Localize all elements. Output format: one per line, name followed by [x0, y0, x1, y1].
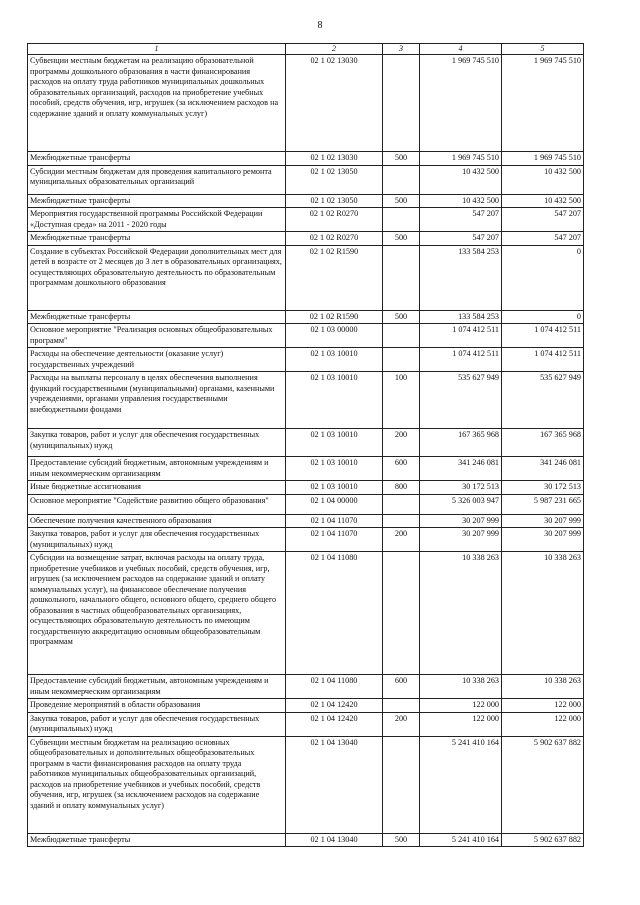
- row-type-cell: [383, 55, 420, 152]
- row-type-cell: 200: [383, 528, 420, 552]
- row-value-1-cell: 547 207: [420, 232, 502, 246]
- row-name-cell: Закупка товаров, работ и услуг для обеспечения государственных (муниципальных) нужд: [28, 429, 286, 457]
- row-value-1-cell: 10 432 500: [420, 165, 502, 194]
- row-value-1-cell: 122 000: [420, 699, 502, 713]
- row-type-cell: [383, 514, 420, 528]
- row-value-1-cell: 535 627 949: [420, 372, 502, 429]
- table-row: [28, 481, 584, 495]
- row-name-cell: Основное мероприятие "Реализация основных общеобразовательных программ": [28, 324, 286, 348]
- row-name-cell: Создание в субъектах Российской Федерации дополнительных мест для детей в возрасте от 2 месяцев до 3 лет в образовательных организациях, осуществляющих образовательную деятельность по образовательным программам дошкольного образования: [28, 245, 286, 310]
- table-row: [28, 457, 584, 481]
- row-type-cell: [383, 165, 420, 194]
- row-code-cell: 02 1 03 10010: [286, 348, 383, 372]
- row-code-cell: 02 1 03 10010: [286, 481, 383, 495]
- row-value-2-cell: 1 074 412 511: [502, 348, 584, 372]
- row-code-cell: 02 1 03 10010: [286, 372, 383, 429]
- row-value-2-cell: 0: [502, 245, 584, 310]
- table-row: [28, 324, 584, 348]
- row-name-cell: Закупка товаров, работ и услуг для обеспечения государственных (муниципальных) нужд: [28, 528, 286, 552]
- table-row: [28, 712, 584, 736]
- row-type-cell: 200: [383, 429, 420, 457]
- row-value-2-cell: 10 338 263: [502, 552, 584, 675]
- table-row: [28, 245, 584, 310]
- table-row: [28, 552, 584, 675]
- row-value-2-cell: 5 902 637 882: [502, 833, 584, 847]
- row-value-1-cell: 30 207 999: [420, 514, 502, 528]
- row-value-1-cell: 30 207 999: [420, 528, 502, 552]
- row-value-1-cell: 1 074 412 511: [420, 324, 502, 348]
- row-value-2-cell: 547 207: [502, 232, 584, 246]
- row-name-cell: Предоставление субсидий бюджетным, автономным учреждениям и иным некоммерческим организациям: [28, 675, 286, 699]
- row-value-1-cell: 1 969 745 510: [420, 152, 502, 166]
- row-type-cell: 100: [383, 372, 420, 429]
- page-number: 8: [317, 20, 323, 31]
- row-code-cell: 02 1 02 13050: [286, 194, 383, 208]
- row-value-1-cell: 122 000: [420, 712, 502, 736]
- row-value-2-cell: 10 432 500: [502, 165, 584, 194]
- row-type-cell: [383, 494, 420, 514]
- row-value-2-cell: 341 246 081: [502, 457, 584, 481]
- header-col-4: 4: [420, 44, 502, 55]
- row-value-2-cell: 547 207: [502, 208, 584, 232]
- row-name-cell: Мероприятия государственной программы Российской Федерации «Доступная среда» на 2011 - 2020 годы: [28, 208, 286, 232]
- table-row: [28, 736, 584, 833]
- row-value-1-cell: 10 432 500: [420, 194, 502, 208]
- table-row: [28, 699, 584, 713]
- table-row: [28, 514, 584, 528]
- row-value-1-cell: 5 241 410 164: [420, 736, 502, 833]
- row-type-cell: [383, 208, 420, 232]
- row-value-1-cell: 5 326 003 947: [420, 494, 502, 514]
- row-value-1-cell: 133 584 253: [420, 310, 502, 324]
- row-code-cell: 02 1 03 00000: [286, 324, 383, 348]
- row-value-1-cell: 133 584 253: [420, 245, 502, 310]
- row-type-cell: 200: [383, 712, 420, 736]
- row-name-cell: Межбюджетные трансферты: [28, 194, 286, 208]
- row-code-cell: 02 1 04 11070: [286, 514, 383, 528]
- row-code-cell: 02 1 04 12420: [286, 699, 383, 713]
- row-value-2-cell: 1 074 412 511: [502, 324, 584, 348]
- table-row: [28, 208, 584, 232]
- row-type-cell: [383, 324, 420, 348]
- row-value-1-cell: 10 338 263: [420, 675, 502, 699]
- row-name-cell: Межбюджетные трансферты: [28, 310, 286, 324]
- budget-table: [27, 43, 584, 847]
- row-code-cell: 02 1 04 11080: [286, 552, 383, 675]
- row-value-2-cell: 5 902 637 882: [502, 736, 584, 833]
- header-col-3: 3: [383, 44, 420, 55]
- table-row: [28, 372, 584, 429]
- row-code-cell: 02 1 04 12420: [286, 712, 383, 736]
- row-value-2-cell: 5 987 231 665: [502, 494, 584, 514]
- row-value-2-cell: 30 207 999: [502, 514, 584, 528]
- row-code-cell: 02 1 02 R1590: [286, 245, 383, 310]
- row-type-cell: [383, 348, 420, 372]
- row-code-cell: 02 1 03 10010: [286, 457, 383, 481]
- table-row: [28, 55, 584, 152]
- table-row: [28, 348, 584, 372]
- row-name-cell: Закупка товаров, работ и услуг для обеспечения государственных (муниципальных) нужд: [28, 712, 286, 736]
- row-name-cell: Субсидии местным бюджетам для проведения капитального ремонта муниципальных образовательных организаций: [28, 165, 286, 194]
- row-name-cell: Межбюджетные трансферты: [28, 152, 286, 166]
- table-row: [28, 232, 584, 246]
- row-name-cell: Межбюджетные трансферты: [28, 232, 286, 246]
- row-value-1-cell: 1 969 745 510: [420, 55, 502, 152]
- row-type-cell: [383, 736, 420, 833]
- header-col-5: 5: [502, 44, 584, 55]
- row-name-cell: Субвенции местным бюджетам на реализацию основных общеобразовательных и дополнительных общеобразовательных программ в части финансирования расходов на оплату труда работников муниципальных общеобразовательных организаций, расходов на приобретение учебников и учебных пособий, средств обучения, игр, игрушек (за исключением расходов на содержание зданий и оплату коммунальных услуг): [28, 736, 286, 833]
- table-row: [28, 194, 584, 208]
- row-code-cell: 02 1 04 13040: [286, 833, 383, 847]
- table-row: [28, 833, 584, 847]
- row-code-cell: 02 1 02 R1590: [286, 310, 383, 324]
- row-code-cell: 02 1 02 13030: [286, 152, 383, 166]
- table-row: [28, 429, 584, 457]
- row-name-cell: Проведение мероприятий в области образования: [28, 699, 286, 713]
- row-type-cell: 500: [383, 152, 420, 166]
- row-type-cell: 600: [383, 675, 420, 699]
- table-row: [28, 165, 584, 194]
- row-value-1-cell: 341 246 081: [420, 457, 502, 481]
- row-value-2-cell: 122 000: [502, 712, 584, 736]
- row-code-cell: 02 1 04 13040: [286, 736, 383, 833]
- row-value-2-cell: 167 365 968: [502, 429, 584, 457]
- header-col-1: 1: [28, 44, 286, 55]
- table-row: [28, 675, 584, 699]
- row-name-cell: Обеспечение получения качественного образования: [28, 514, 286, 528]
- row-type-cell: 500: [383, 310, 420, 324]
- row-value-2-cell: 535 627 949: [502, 372, 584, 429]
- table-row: [28, 310, 584, 324]
- row-name-cell: Межбюджетные трансферты: [28, 833, 286, 847]
- row-type-cell: 500: [383, 833, 420, 847]
- row-value-1-cell: 10 338 263: [420, 552, 502, 675]
- row-value-2-cell: 0: [502, 310, 584, 324]
- row-value-2-cell: 10 432 500: [502, 194, 584, 208]
- row-type-cell: 800: [383, 481, 420, 495]
- row-type-cell: [383, 245, 420, 310]
- row-type-cell: [383, 699, 420, 713]
- row-type-cell: 500: [383, 232, 420, 246]
- row-value-2-cell: 30 207 999: [502, 528, 584, 552]
- row-name-cell: Основное мероприятие "Содействие развитию общего образования": [28, 494, 286, 514]
- table-row: [28, 152, 584, 166]
- row-type-cell: 600: [383, 457, 420, 481]
- row-value-2-cell: 10 338 263: [502, 675, 584, 699]
- row-name-cell: Расходы на обеспечение деятельности (оказание услуг) государственных учреждений: [28, 348, 286, 372]
- header-col-2: 2: [286, 44, 383, 55]
- row-value-1-cell: 30 172 513: [420, 481, 502, 495]
- row-value-1-cell: 5 241 410 164: [420, 833, 502, 847]
- row-code-cell: 02 1 02 R0270: [286, 208, 383, 232]
- row-name-cell: Расходы на выплаты персоналу в целях обеспечения выполнения функций государственными (муниципальными) органами, казенными учреждениями, органами управления государственными внебюджетными фондами: [28, 372, 286, 429]
- row-value-1-cell: 547 207: [420, 208, 502, 232]
- row-code-cell: 02 1 04 00000: [286, 494, 383, 514]
- table-row: [28, 528, 584, 552]
- row-name-cell: Иные бюджетные ассигнования: [28, 481, 286, 495]
- row-code-cell: 02 1 04 11080: [286, 675, 383, 699]
- row-code-cell: 02 1 03 10010: [286, 429, 383, 457]
- row-value-2-cell: 122 000: [502, 699, 584, 713]
- row-name-cell: Субвенции местным бюджетам на реализацию образовательной программы дошкольного образования в части финансирования расходов на оплату труда работников муниципальных дошкольных образовательных организаций, расходов на приобретение учебных пособий, средств обучения, игр, игрушек (за исключением расходов на содержание зданий и оплату коммунальных услуг): [28, 55, 286, 152]
- row-code-cell: 02 1 04 11070: [286, 528, 383, 552]
- row-value-2-cell: 30 172 513: [502, 481, 584, 495]
- table-row: [28, 494, 584, 514]
- row-type-cell: 500: [383, 194, 420, 208]
- row-code-cell: 02 1 02 R0270: [286, 232, 383, 246]
- header-row: [28, 44, 584, 55]
- row-name-cell: Предоставление субсидий бюджетным, автономным учреждениям и иным некоммерческим организациям: [28, 457, 286, 481]
- row-value-2-cell: 1 969 745 510: [502, 152, 584, 166]
- row-type-cell: [383, 552, 420, 675]
- row-code-cell: 02 1 02 13050: [286, 165, 383, 194]
- row-value-2-cell: 1 969 745 510: [502, 55, 584, 152]
- row-code-cell: 02 1 02 13030: [286, 55, 383, 152]
- row-value-1-cell: 1 074 412 511: [420, 348, 502, 372]
- row-name-cell: Субсидии на возмещение затрат, включая расходы на оплату труда, приобретение учебников и учебных пособий, средств обучения, игр, игрушек (за исключением расходов на содержание зданий и оплату коммунальных услуг), на финансовое обеспечение получения дошкольного, начального общего, основного общего, среднего общего образования в частных общеобразовательных организациях, осуществляющих образовательную деятельность по имеющим государственную аккредитацию основным общеобразовательным программам: [28, 552, 286, 675]
- row-value-1-cell: 167 365 968: [420, 429, 502, 457]
